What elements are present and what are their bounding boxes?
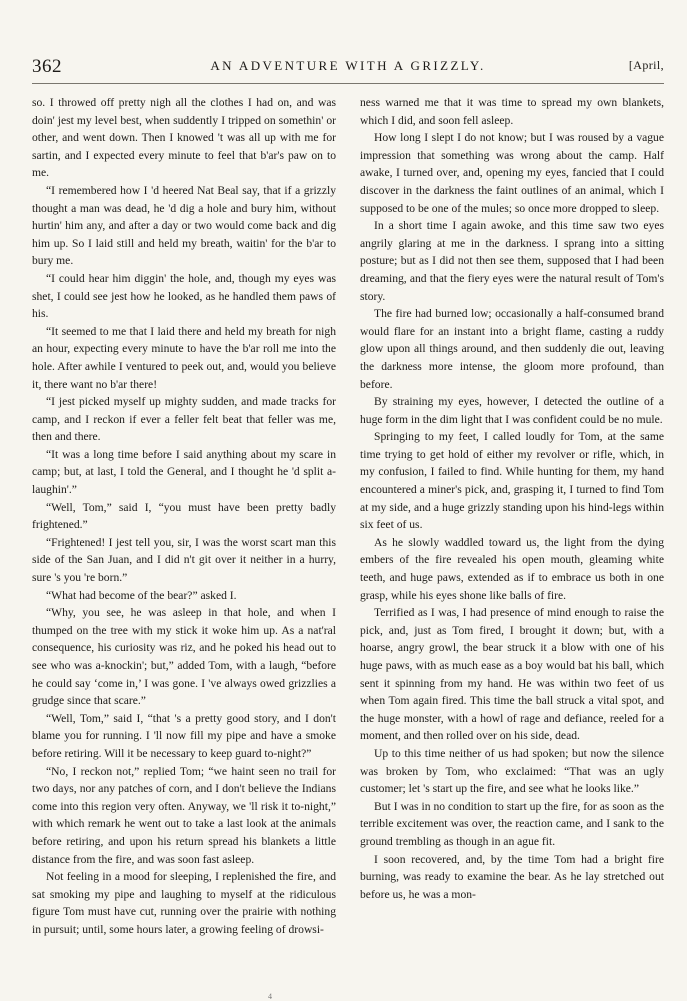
paragraph: The fire had burned low; occasionally a half-consumed brand would flare for an instant into a bright flame, casting a ruddy glow upon all things around, and then suddenly die out, leaving the darkness more intense, the gloom more profound, than before. bbox=[360, 307, 664, 391]
paragraph: Springing to my feet, I called loudly for Tom, at the same time trying to get hold of either my revolver or rifle, which, in my confusion, I failed to find. While hunting for them, my hand encountered a miner's pick, and, grasping it, I turned to find Tom at my side, and a huge grizzly standing upon his hind-legs within six feet of us. bbox=[360, 430, 664, 532]
running-title: AN ADVENTURE WITH A GRIZZLY. bbox=[210, 58, 486, 73]
paragraph: “What had become of the bear?” asked I. bbox=[46, 588, 237, 602]
paragraph: ness warned me that it was time to spread my own blankets, which I did, and soon fell asleep. bbox=[360, 96, 664, 127]
footer-mark: 4 bbox=[268, 992, 272, 1001]
paragraph: Terrified as I was, I had presence of mind enough to raise the pick, and, just as Tom fired, I brought it down; but, with a hoarse, angry growl, the bear struck it a blow with one of his huge paws, with as much ease as a boy would bat his ball, which sent it spinning from my hand. He was within two feet of us when Tom again fired. This time the ball struck a vital spot, and the huge monster, with a howl of rage and defiance, reeled for a moment, and then rolled over on his side, dead. bbox=[360, 606, 664, 743]
paragraph: “It was a long time before I said anything about my scare in camp; but, at last, I told the General, and I thought he 'd split a-laughin'.” bbox=[32, 447, 336, 497]
paragraph: I soon recovered, and, by the time Tom had a bright fire burning, was ready to examine the bear. As he lay stretched out before us, he was a mon- bbox=[360, 852, 664, 901]
header-rule bbox=[32, 83, 664, 84]
paragraph: “Well, Tom,” said I, “that 's a pretty good story, and I don't blame you for running. I 'll now fill my pipe and have a smoke before retiring. Will it be necessary to keep guard to-night?” bbox=[32, 711, 336, 760]
paragraph: Up to this time neither of us had spoken; but now the silence was broken by Tom, who exclaimed: “That was an ugly customer; let 's start up the fire, and see what he looks like.” bbox=[360, 746, 664, 796]
paragraph: But I was in no condition to start up the fire, for as soon as the terrible excitement was over, the reaction came, and I sank to the ground trembling as though in an ague fit. bbox=[360, 799, 664, 848]
paragraph: As he slowly waddled toward us, the light from the dying embers of the fire revealed his open mouth, gleaming white teeth, and huge paws, extended as if to embrace us both in one grasp, while his eyes shone like balls of fire. bbox=[360, 535, 664, 602]
left-column bbox=[32, 94, 336, 984]
text-columns bbox=[32, 94, 664, 984]
issue-label: [April, bbox=[628, 58, 664, 72]
paragraph: “Well, Tom,” said I, “you must have been pretty badly frightened.” bbox=[32, 500, 336, 532]
paragraph: “It seemed to me that I laid there and held my breath for nigh an hour, expecting every minute to have the b'ar roll me into the hole. After awhile I ventured to peek out, and, would you believe it, there want no b'ar there! bbox=[32, 324, 336, 391]
page-header bbox=[32, 56, 664, 78]
paragraph: “No, I reckon not,” replied Tom; “we haint seen no trail for two days, nor any patches of corn, and I don't believe the Indians come into this region very often. Anyway, we 'll risk it to-night,” with which remark he went out to take a last look at the animals before retiring, and upon his return spread his blankets a little distance from the fire, and was soon fast asleep. bbox=[32, 764, 336, 866]
paragraph: “Frightened! I jest tell you, sir, I was the worst scart man this side of the San Juan, and I did n't git over it neither in a hurry, sure 's you 're born.” bbox=[32, 535, 336, 585]
paragraph: In a short time I again awoke, and this time saw two eyes angrily glaring at me in the darkness. I sprang into a sitting posture; but as I did not then see them, supposed that I had been dreaming, and that the fiery eyes were the natural result of Tom's story. bbox=[360, 219, 664, 303]
paragraph: Not feeling in a mood for sleeping, I replenished the fire, and sat smoking my pipe and laughing to myself at the ridiculous figure Tom must have cut, running over the prairie with nothing in pursuit; until, some hours later, a growing feeling of drowsi- bbox=[32, 870, 336, 936]
page-number: 362 bbox=[32, 56, 62, 77]
paragraph: “Why, you see, he was asleep in that hole, and when I thumped on the tree with my stick it woke him up. As a nat'ral consequence, his curiosity was riz, and he poked his head out to see who was a-knockin'; but,” added Tom, with a laugh, “before he could say ‘come in,’ I was gone. I 've always owed grizzlies a grudge since that scare.” bbox=[32, 606, 336, 708]
paragraph: By straining my eyes, however, I detected the outline of a huge form in the dim light that I was confident could be no mule. bbox=[360, 395, 664, 426]
right-column bbox=[360, 94, 664, 984]
paragraph: “I jest picked myself up mighty sudden, and made tracks for camp, and I reckon if ever a feller felt beat that feller was me, then and there. bbox=[32, 395, 336, 444]
paragraph: “I could hear him diggin' the hole, and, though my eyes was shet, I could see jest how he looked, as he handled them paws of his. bbox=[32, 271, 336, 321]
paragraph: “I remembered how I 'd heered Nat Beal say, that if a grizzly thought a man was dead, he 'd dig a hole and bury him, without hurtin' him any, and after a day or two would come back and dig him up. So I laid still and held my breath, waitin' for the b'ar to bury me. bbox=[32, 183, 336, 268]
paragraph: so. I throwed off pretty nigh all the clothes I had on, and was doin' jest my level best, when suddently I tripped on somethin' or other, and went down. Then I knowed 't was all up with me for sartin, and I expected every minute to feel that b'ar's paw on to me. bbox=[32, 96, 336, 180]
paragraph: How long I slept I do not know; but I was roused by a vague impression that something was wrong about the camp. Half awake, I turned over, and, opening my eyes, fancied that I could discover in the darkness the faint outlines of an animal, which I supposed to be one of the mules; so once more dropped to sleep. bbox=[360, 131, 664, 215]
